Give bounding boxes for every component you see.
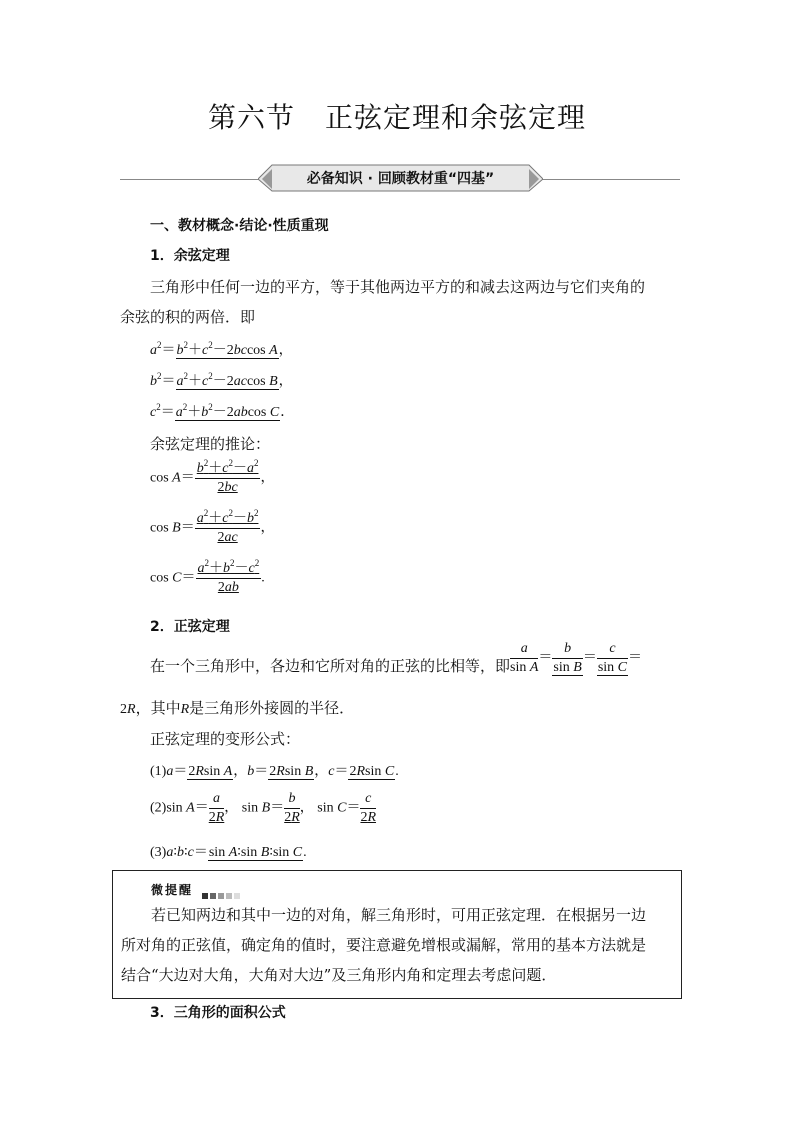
corollary-cos-b: cos B＝ $\frac{a^2+c^2-b^2}{2ac}$ ， — [150, 508, 275, 545]
variant-formula-3: (3)a∶b∶c＝sin A∶sin B∶sin C. — [150, 845, 307, 860]
page-title — [0, 96, 794, 136]
tip-decoration — [202, 884, 242, 903]
title-part-1: 第六节 — [207, 101, 295, 134]
tip-title: 微提醒 — [151, 883, 194, 897]
corollary-label: 余弦定理的推论： — [150, 435, 271, 453]
item-1-description-line-2: 余弦的积的两倍．即 — [120, 308, 256, 326]
item-2-heading: 2．正弦定理 — [150, 619, 230, 635]
variant-formula-2: (2)sin A＝ $\frac{a}{2R}$ ， sin B＝ $\frac{b}{2R}$ ， sin C＝ $\frac{c}{2R}$ — [150, 791, 377, 825]
tip-box — [112, 870, 682, 999]
corollary-cos-a: cos A＝ $\frac{b^2+c^2-a^2}{2bc}$ ， — [150, 458, 275, 495]
cosine-formula-b: $b^2=a^2+c^2-2accos$ B， — [150, 371, 293, 389]
corollary-cos-c: cos C＝ $\frac{a^2+b^2-c^2}{2ab}$ . — [150, 558, 265, 595]
section-heading: 一、教材概念·结论·性质重现 — [150, 218, 329, 234]
item-1-heading: 1．余弦定理 — [150, 248, 230, 264]
cosine-formula-a: $a^2=b^2+c^2-2bccos$ A， — [150, 340, 293, 358]
item-2-description-line-1: 在一个三角形中，各边和它所对角的正弦的比相等，即 $\frac{a}{\text{sin A}}$ ＝ $\frac{b}{\text{sin B}}$ ＝ $\frac{c}{\text{sin C}}$ ＝ — [150, 640, 643, 675]
variant-label: 正弦定理的变形公式： — [150, 730, 301, 748]
section-banner — [258, 163, 543, 193]
item-1-description-line-1: 三角形中任何一边的平方，等于其他两边平方的和减去这两边与它们夹角的 — [150, 278, 646, 296]
banner-text: 必备知识 · 回顾教材重“四基” — [306, 171, 495, 187]
tip-line-1: 若已知两边和其中一边的对角，解三角形时，可用正弦定理．在根据另一边 — [151, 906, 647, 924]
tip-line-3: 结合“大边对大角，大角对大边”及三角形内角和定理去考虑问题． — [121, 966, 557, 984]
item-2-description-line-2: 2R，其中R是三角形外接圆的半径． — [120, 699, 355, 717]
banner-line-left — [120, 179, 270, 180]
title-part-2: 正弦定理和余弦定理 — [325, 101, 587, 134]
cosine-formula-c: $c^2=a^2+b^2-2abcos$ C． — [150, 402, 295, 420]
banner-line-right — [530, 179, 680, 180]
item-3-heading: 3．三角形的面积公式 — [150, 1005, 286, 1021]
variant-formula-1: (1)a＝2Rsin A，b＝2Rsin B，c＝2Rsin C. — [150, 764, 399, 779]
sine-rule-text: 在一个三角形中，各边和它所对角的正弦的比相等，即 — [150, 657, 511, 675]
tip-line-2: 所对角的正弦值，确定角的值时，要注意避免增根或漏解，常用的基本方法就是 — [121, 936, 647, 954]
